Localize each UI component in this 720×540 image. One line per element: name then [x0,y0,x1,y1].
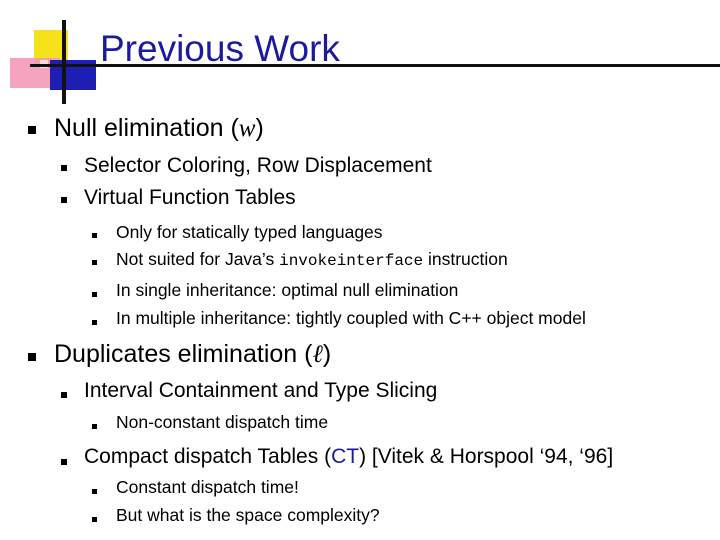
bullet-square [92,292,97,297]
bullet-square [92,233,97,238]
text-prefix: Not suited for Java’s [116,249,280,269]
list-item: Virtual Function Tables [84,186,296,209]
text-suffix: ) [Vitek & Horspool ‘94, ‘96] [359,445,614,468]
bullet-square [92,517,97,522]
bullet-square [61,165,67,171]
list-item: In single inheritance: optimal null elimination [116,280,459,300]
dup-elim-label: Duplicates elimination ( [54,340,313,368]
list-item [116,249,508,270]
list-item: Non-constant dispatch time [116,412,329,432]
list-item: But what is the space complexity? [116,505,380,525]
bullet-square [92,320,97,325]
ct-abbreviation: CT [331,445,360,468]
list-item: Constant dispatch time! [116,477,299,497]
logo-vertical-line [62,20,66,104]
dup-elim-heading [54,340,331,369]
bullet-square [61,197,67,203]
list-item: Selector Coloring, Row Displacement [84,154,432,177]
null-elim-heading [54,114,264,143]
bullet-square [28,126,36,134]
list-item: Interval Containment and Type Slicing [84,379,438,402]
text-suffix: instruction [423,249,508,269]
dup-elim-symbol: ℓ [312,341,323,368]
bullet-square [28,353,36,361]
compact-dispatch-item [84,445,613,469]
dup-elim-close: ) [322,340,332,368]
list-item: In multiple inheritance: tightly coupled with C++ object model [116,308,586,328]
code-invokeinterface: invokeinterface [279,252,424,270]
null-elim-symbol: w [238,115,256,142]
bullet-square [92,424,97,429]
null-elim-close: ) [255,114,264,142]
text-prefix: Compact dispatch Tables ( [84,445,332,468]
list-item: Only for statically typed languages [116,222,383,242]
bullet-square [92,489,97,494]
bullet-square [92,260,97,265]
bullet-square [61,459,67,465]
null-elim-label: Null elimination ( [54,114,239,142]
slide-title: Previous Work [100,28,340,69]
bullet-square [61,392,67,398]
